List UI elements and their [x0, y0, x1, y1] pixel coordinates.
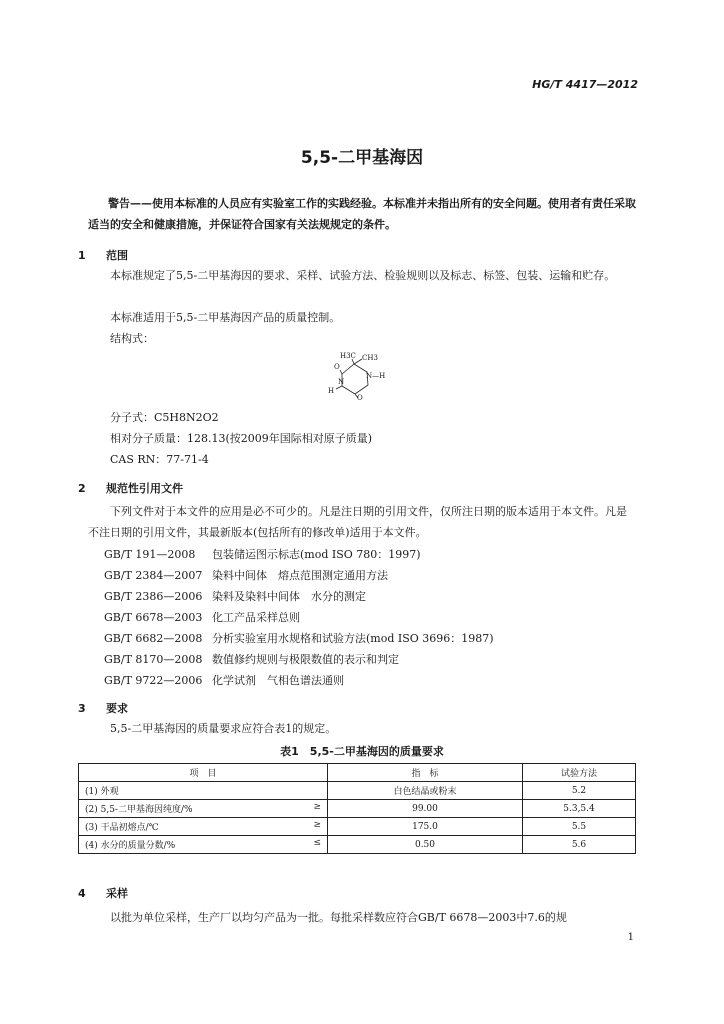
- row-item: [79, 836, 328, 854]
- structure-h3c: H3C: [340, 352, 356, 360]
- table-row: [79, 836, 636, 854]
- section-title: 规范性引用文件: [106, 482, 183, 495]
- ref-title: 染料中间体 熔点范围测定通用方法: [212, 569, 388, 582]
- ref-title: 分析实验室用水规格和试验方法(mod ISO 3696：1987): [212, 632, 494, 645]
- item-label: (1) 外观: [85, 787, 119, 797]
- ref-title: 包装储运图示标志(mod ISO 780：1997): [212, 548, 421, 561]
- reference-line: [104, 567, 388, 583]
- reference-line: [104, 672, 344, 688]
- row-value: 0.50: [328, 836, 523, 854]
- structure-n: N: [338, 378, 345, 386]
- ref-code: GB/T 2384—2007: [104, 569, 203, 582]
- reference-line: [104, 630, 494, 646]
- structure-o-top: O: [334, 363, 340, 371]
- section-title: 要求: [106, 702, 128, 715]
- ref-title: 化工产品采样总则: [212, 611, 300, 624]
- limit-symbol: ≥: [313, 802, 321, 812]
- row-item: [79, 818, 328, 836]
- standard-code: HG/T 4417—2012: [532, 78, 638, 91]
- row-item: [79, 800, 328, 818]
- ref-code: GB/T 191—2008: [104, 548, 196, 561]
- structure-nh: N—H: [366, 372, 386, 380]
- ref-code: GB/T 2386—2006: [104, 590, 203, 603]
- structure-label: 结构式：: [110, 332, 154, 345]
- structure-ch3: CH3: [362, 354, 378, 362]
- molecular-mass: 相对分子质量：128.13(按2009年国际相对原子质量): [110, 432, 373, 445]
- structure-h: H: [328, 387, 335, 395]
- header-method: 试验方法: [523, 764, 636, 782]
- quality-table: [78, 763, 636, 854]
- section-2-heading: [78, 480, 183, 496]
- table-header-row: [79, 764, 636, 782]
- molecular-formula: [110, 407, 630, 428]
- item-label: (3) 干品初熔点/℃: [85, 823, 159, 833]
- scope-paragraph-2: 本标准适用于5,5-二甲基海因产品的质量控制。: [110, 311, 341, 324]
- warning-paragraph: 警告——使用本标准的人员应有实验室工作的实践经验。本标准并未指出所有的安全问题。使用者有责任采取适当的安全和健康措施，并保证符合国家有关法规规定的条件。: [88, 197, 636, 231]
- page-number: 1: [627, 932, 634, 943]
- ref-code: GB/T 9722—2006: [104, 674, 203, 687]
- ref-code: GB/T 6678—2003: [104, 611, 203, 624]
- row-method: 5.3,5.4: [523, 800, 636, 818]
- table-row: [79, 800, 636, 818]
- ref-title: 染料及染料中间体 水分的测定: [212, 590, 366, 603]
- section-number: 1: [78, 249, 86, 262]
- table-caption: 表1 5,5-二甲基海因的质量要求: [280, 745, 444, 758]
- formula-label: 分子式：: [110, 411, 154, 424]
- structure-o-bottom: O: [357, 394, 363, 402]
- limit-symbol: ≤: [313, 838, 321, 848]
- section-title: 范围: [106, 249, 128, 262]
- formula-value: C5H8N2O2: [154, 411, 219, 424]
- references-intro: 下列文件对于本文件的应用是必不可少的。凡是注日期的引用文件，仅所注日期的版本适用于本文件。凡是不注日期的引用文件，其最新版本(包括所有的修改单)适用于本文件。: [88, 505, 627, 539]
- section-number: 2: [78, 482, 86, 495]
- row-value: 175.0: [328, 818, 523, 836]
- limit-symbol: ≥: [313, 820, 321, 830]
- section-1-heading: [78, 247, 128, 263]
- row-method: 5.5: [523, 818, 636, 836]
- ref-title: 化学试剂 气相色谱法通则: [212, 674, 344, 687]
- scope-paragraph-1: 本标准规定了5,5-二甲基海因的要求、采样、试验方法、检验规则以及标志、标签、包装、运输和贮存。: [110, 269, 616, 282]
- section-4-heading: [78, 885, 128, 901]
- section-title: 采样: [106, 887, 128, 900]
- item-label: (2) 5,5-二甲基海因纯度/%: [85, 805, 193, 815]
- row-item: [79, 782, 328, 800]
- requirements-paragraph: 5,5-二甲基海因的质量要求应符合表1的规定。: [110, 722, 337, 735]
- table-row: [79, 818, 636, 836]
- row-method: 5.2: [523, 782, 636, 800]
- reference-line: [104, 609, 300, 625]
- header-value: 指 标: [328, 764, 523, 782]
- item-label: (4) 水分的质量分数/%: [85, 841, 176, 851]
- section-number: 4: [78, 887, 86, 900]
- reference-line: [104, 651, 399, 667]
- ref-code: GB/T 8170—2008: [104, 653, 203, 666]
- document-title: 5,5-二甲基海因: [300, 148, 424, 168]
- header-item: 项 目: [79, 764, 328, 782]
- cas-number: CAS RN：77-71-4: [110, 453, 209, 466]
- ref-title: 数值修约规则与极限数值的表示和判定: [212, 653, 399, 666]
- ref-code: GB/T 6682—2008: [104, 632, 203, 645]
- row-value: 白色结晶或粉末: [328, 782, 523, 800]
- row-method: 5.6: [523, 836, 636, 854]
- reference-line: [104, 546, 421, 562]
- structural-formula: [318, 352, 408, 404]
- table-row: [79, 782, 636, 800]
- reference-line: [104, 588, 366, 604]
- row-value: 99.00: [328, 800, 523, 818]
- section-3-heading: [78, 700, 128, 716]
- section-number: 3: [78, 702, 86, 715]
- sampling-paragraph: 以批为单位采样，生产厂以均匀产品为一批。每批采样数应符合GB/T 6678—2003中7.6的规: [110, 911, 567, 924]
